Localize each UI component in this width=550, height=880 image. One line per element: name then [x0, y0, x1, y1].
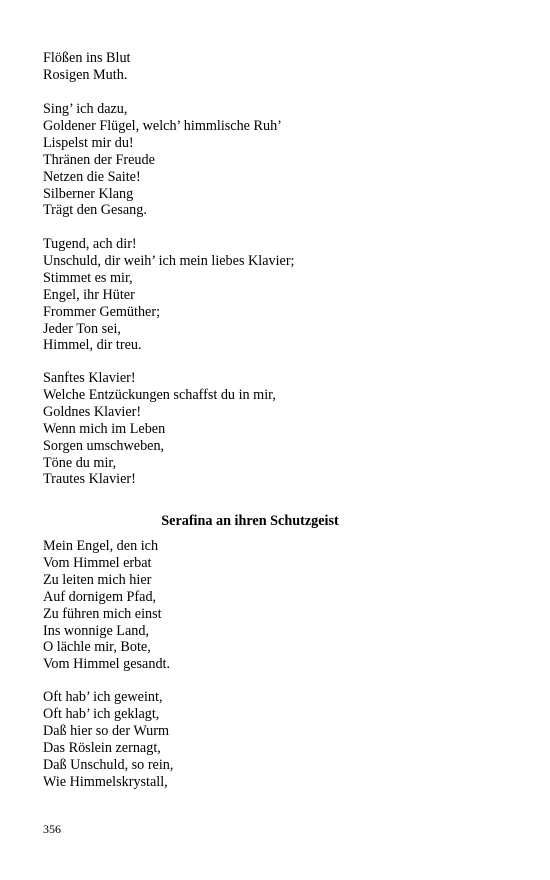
verse-line: Trägt den Gesang.: [43, 202, 147, 219]
verse-line: Stimmet es mir,: [43, 269, 133, 286]
stanza: [43, 50, 131, 84]
verse-line: Vom Himmel gesandt.: [43, 656, 171, 673]
verse-line: Goldnes Klavier!: [43, 403, 142, 420]
verse-line: Töne du mir,: [43, 454, 117, 471]
verse-line: Sanftes Klavier!: [43, 370, 136, 386]
verse-line: Daß hier so der Wurm: [43, 722, 170, 739]
verse-line: O lächle mir, Bote,: [43, 639, 151, 656]
verse-line: Mein Engel, den ich: [43, 538, 159, 554]
verse-line: Oft hab’ ich geweint,: [43, 689, 163, 705]
verse-line: Unschuld, dir weih’ ich mein liebes Klavier;: [43, 252, 295, 269]
verse-line: Silberner Klang: [43, 185, 134, 202]
verse-line: Wie Himmelskrystall,: [43, 773, 168, 790]
verse-line: Vom Himmel erbat: [43, 554, 152, 571]
verse-line: Wenn mich im Leben: [43, 420, 166, 437]
verse-line: Thränen der Freude: [43, 151, 155, 168]
verse-line: Tugend, ach dir!: [43, 236, 137, 252]
verse-line: Goldener Flügel, welch’ himmlische Ruh’: [43, 117, 282, 134]
page-number: 356: [43, 822, 61, 836]
verse-line: Engel, ihr Hüter: [43, 286, 135, 303]
verse-line: Ins wonnige Land,: [43, 622, 149, 639]
stanza: [43, 689, 173, 790]
verse-line: Jeder Ton sei,: [43, 320, 121, 337]
verse-line: Zu führen mich einst: [43, 605, 162, 622]
verse-line: Daß Unschuld, so rein,: [43, 756, 174, 773]
verse-line: Flößen ins Blut: [43, 50, 131, 66]
poem-title: Serafina an ihren Schutzgeist: [161, 513, 339, 529]
verse-line: Sing’ ich dazu,: [43, 101, 128, 117]
verse-line: Himmel, dir treu.: [43, 337, 142, 354]
verse-line: Rosigen Muth.: [43, 66, 128, 83]
stanza: [43, 236, 295, 354]
verse-line: Auf dornigem Pfad,: [43, 588, 157, 605]
verse-line: Oft hab’ ich geklagt,: [43, 705, 160, 722]
stanza: [43, 370, 276, 488]
verse-line: Das Röslein zernagt,: [43, 739, 161, 756]
verse-line: Welche Entzückungen schaffst du in mir,: [43, 386, 276, 403]
stanza: [43, 101, 282, 219]
stanza: [43, 538, 170, 673]
verse-line: Sorgen umschweben,: [43, 437, 165, 454]
verse-line: Lispelst mir du!: [43, 134, 134, 151]
verse-line: Zu leiten mich hier: [43, 571, 152, 588]
verse-line: Frommer Gemüther;: [43, 303, 161, 320]
verse-line: Trautes Klavier!: [43, 471, 136, 488]
verse-line: Netzen die Saite!: [43, 168, 141, 185]
